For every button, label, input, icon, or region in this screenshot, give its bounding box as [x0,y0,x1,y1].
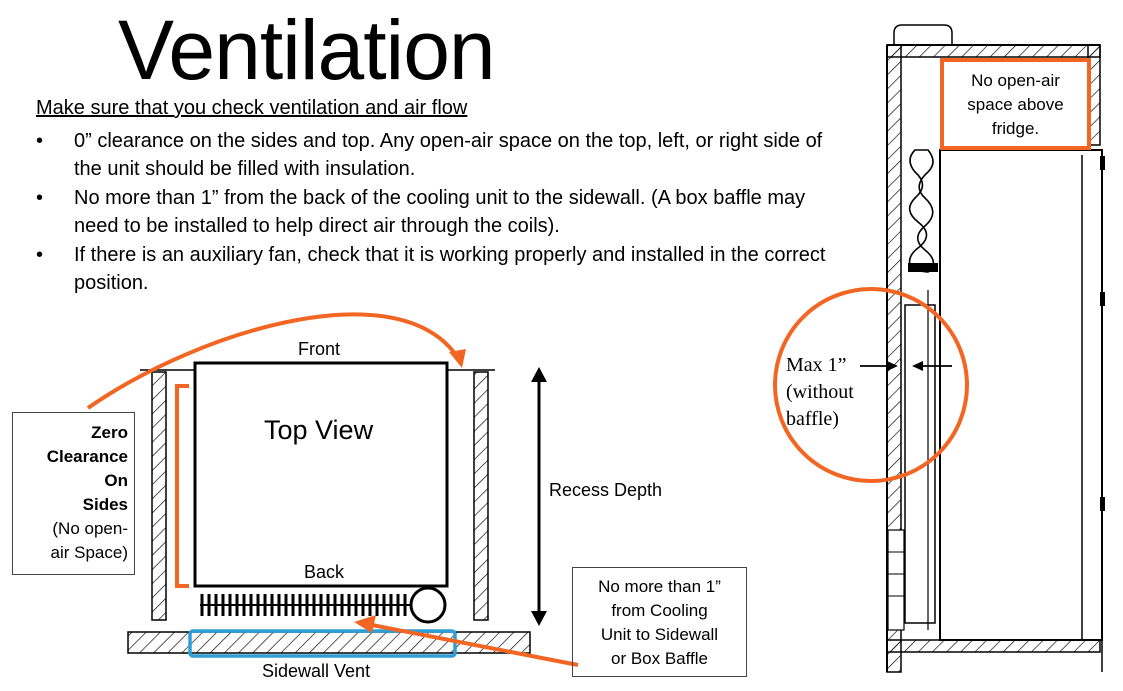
front-label: Front [298,339,341,359]
list-item: • No more than 1” from the back of the cooling unit to the sidewall. (A box baffle may need to be installed to help direct air through the coils). [36,184,836,240]
no-more-than-callout: No more than 1” from Cooling Unit to Sidewall or Box Baffle [572,567,747,677]
top-view-label: Top View [264,415,374,445]
recess-depth-label: Recess Depth [549,480,663,500]
bullet-dot: • [36,244,44,266]
zero-clearance-callout: Zero Clearance On Sides (No open- air Space) [12,412,135,575]
bullet-dot: • [36,130,44,152]
bullet-list [36,127,836,298]
list-item: • If there is an auxiliary fan, check that it is working properly and installed in the correct position. [36,241,836,297]
top-view-drawing [88,314,578,665]
max-gap-label: Max 1” (without baffle) [786,354,854,430]
back-label: Back [304,562,345,582]
sidewall-vent-label: Sidewall Vent [262,661,371,681]
side-bracket [177,386,189,586]
no-open-air-callout: No open-air space above fridge. [940,58,1091,150]
list-item: • 0” clearance on the sides and top. Any open-air space on the top, left, or right side of the unit should be filled with insulation. [36,127,836,183]
page-title: Ventilation [118,3,495,97]
bullet-dot: • [36,187,44,209]
subtitle: Make sure that you check ventilation and air flow [36,97,468,119]
